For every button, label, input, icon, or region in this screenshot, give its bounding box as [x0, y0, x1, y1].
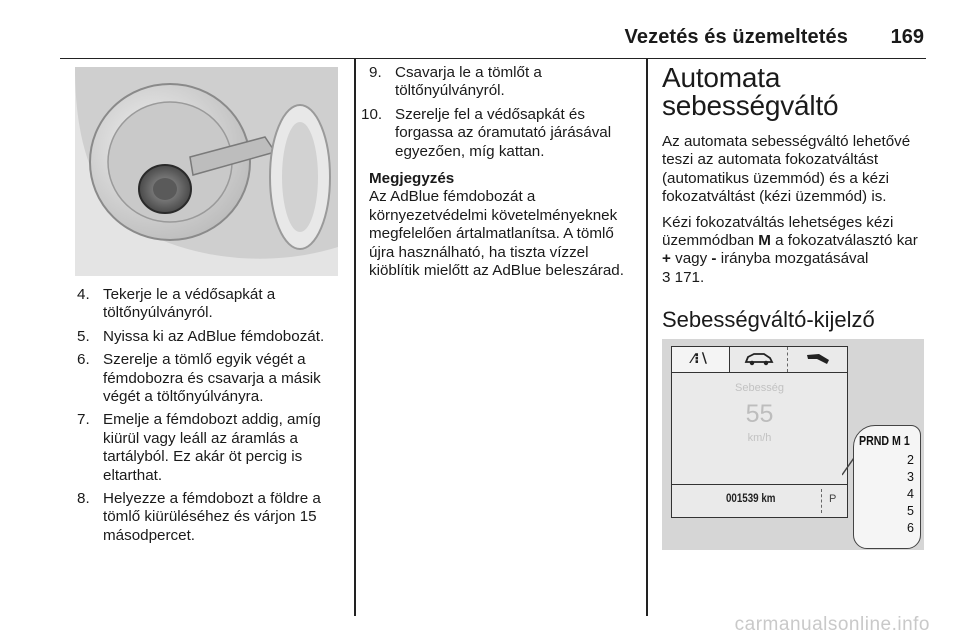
- subsection-title: Sebességváltó-kijelző: [662, 307, 875, 333]
- section-title: [662, 64, 930, 120]
- adblue-filler-photo: [75, 67, 338, 276]
- column-divider: [354, 58, 356, 616]
- odometer: 001539 km: [726, 493, 776, 505]
- note-box: [369, 170, 641, 280]
- list-item: [77, 286, 347, 323]
- list-item: [77, 328, 347, 346]
- gear-callout: [853, 425, 921, 549]
- fuel-nozzle-icon: [805, 352, 831, 366]
- step-text: Csavarja le a tömlőt a töltőnyúlványról.: [395, 64, 542, 100]
- section-title-line: sebességváltó: [662, 90, 839, 121]
- divider: [821, 489, 822, 513]
- gear-number: 5: [907, 504, 914, 518]
- gear-number: 2: [907, 453, 914, 467]
- list-item: [77, 351, 347, 406]
- list-item: [369, 64, 641, 101]
- tab-road: [672, 347, 730, 372]
- step-text: Tekerje le a védősapkát a töltőnyúlványról.: [103, 286, 276, 322]
- step-number: 5.: [77, 327, 90, 345]
- tab-car: [730, 347, 788, 372]
- transmission-display-figure: [662, 339, 924, 550]
- step-text: Helyezze a fémdobozt a földre a tömlő kiürüléséhez és várjon 15 másodpercet.: [103, 490, 321, 544]
- gear-number: 6: [907, 521, 914, 535]
- speed-unit: km/h: [747, 432, 772, 444]
- prnd-label: PRND M 1: [859, 434, 910, 448]
- header-title: Vezetés és üzemeltetés: [624, 26, 848, 48]
- page-number: 169: [890, 26, 924, 48]
- gear-indicator: P: [829, 493, 837, 505]
- step-number: 10.: [361, 105, 383, 123]
- instrument-display: [671, 346, 848, 518]
- page-header: [60, 0, 926, 59]
- display-tab-bar: [672, 347, 847, 373]
- paragraph: Az automata sebességváltó lehetővé teszi az automata fokozatváltást (automatikus üzemmód) és a kézi fokozatváltást (kézi üzemmód) is.: [662, 133, 911, 206]
- road-icon: ∕⁝∖: [691, 350, 710, 366]
- page-reference[interactable]: 3 171.: [662, 268, 705, 286]
- note-text: Az AdBlue fémdobozát a környezetvédelmi követelményeknek megfelelően ártalmatlanítsa. A tömlő újra használható, ha tiszta vízzel kiöblítik mielőtt az AdBlue beleszárad.: [369, 188, 624, 280]
- gear-number: 3: [907, 470, 914, 484]
- tab-fuel: [788, 347, 847, 372]
- step-number: 4.: [77, 286, 90, 303]
- column-3: [662, 64, 930, 333]
- gear-number: 4: [907, 487, 914, 501]
- car-icon: [744, 351, 774, 367]
- step-list: [361, 64, 641, 161]
- column-divider: [646, 58, 648, 616]
- column-2: [361, 64, 641, 280]
- step-number: 6.: [77, 351, 90, 369]
- list-item: [77, 411, 347, 485]
- section-title-line: Automata: [662, 62, 781, 93]
- list-item: [77, 490, 347, 545]
- step-text: Nyissa ki az AdBlue fémdobozát.: [103, 327, 325, 345]
- gear-list: [907, 452, 914, 537]
- speed-label: Sebesség: [735, 382, 784, 394]
- step-number: 8.: [77, 490, 90, 508]
- step-text: Emelje a fémdobozt addig, amíg kiürül vagy leáll az áramlás a tartályból. Ez akár öt percig is eltarthat.: [103, 411, 321, 484]
- column-1: [77, 286, 347, 550]
- note-title: Megjegyzés: [369, 170, 455, 188]
- step-list: [77, 286, 347, 545]
- step-number: 9.: [369, 64, 382, 81]
- display-status-bar: [672, 484, 847, 518]
- paragraph: Kézi fokozatváltás lehetséges kézi üzemmódban M a fokozatválasztó kar + vagy - irányba mozgatásával 3 171.: [662, 213, 918, 286]
- speed-value: 55: [745, 400, 774, 428]
- step-number: 7.: [77, 411, 90, 429]
- list-item: [361, 105, 641, 161]
- step-text: Szerelje a tömlő egyik végét a fémdobozra és csavarja a másik végét a töltőnyúlványra.: [103, 351, 321, 406]
- step-text: Szerelje fel a védősapkát és forgassa az óramutató járásával egyezően, míg kattan.: [395, 105, 612, 160]
- watermark: carmanualsonline.info: [734, 614, 930, 635]
